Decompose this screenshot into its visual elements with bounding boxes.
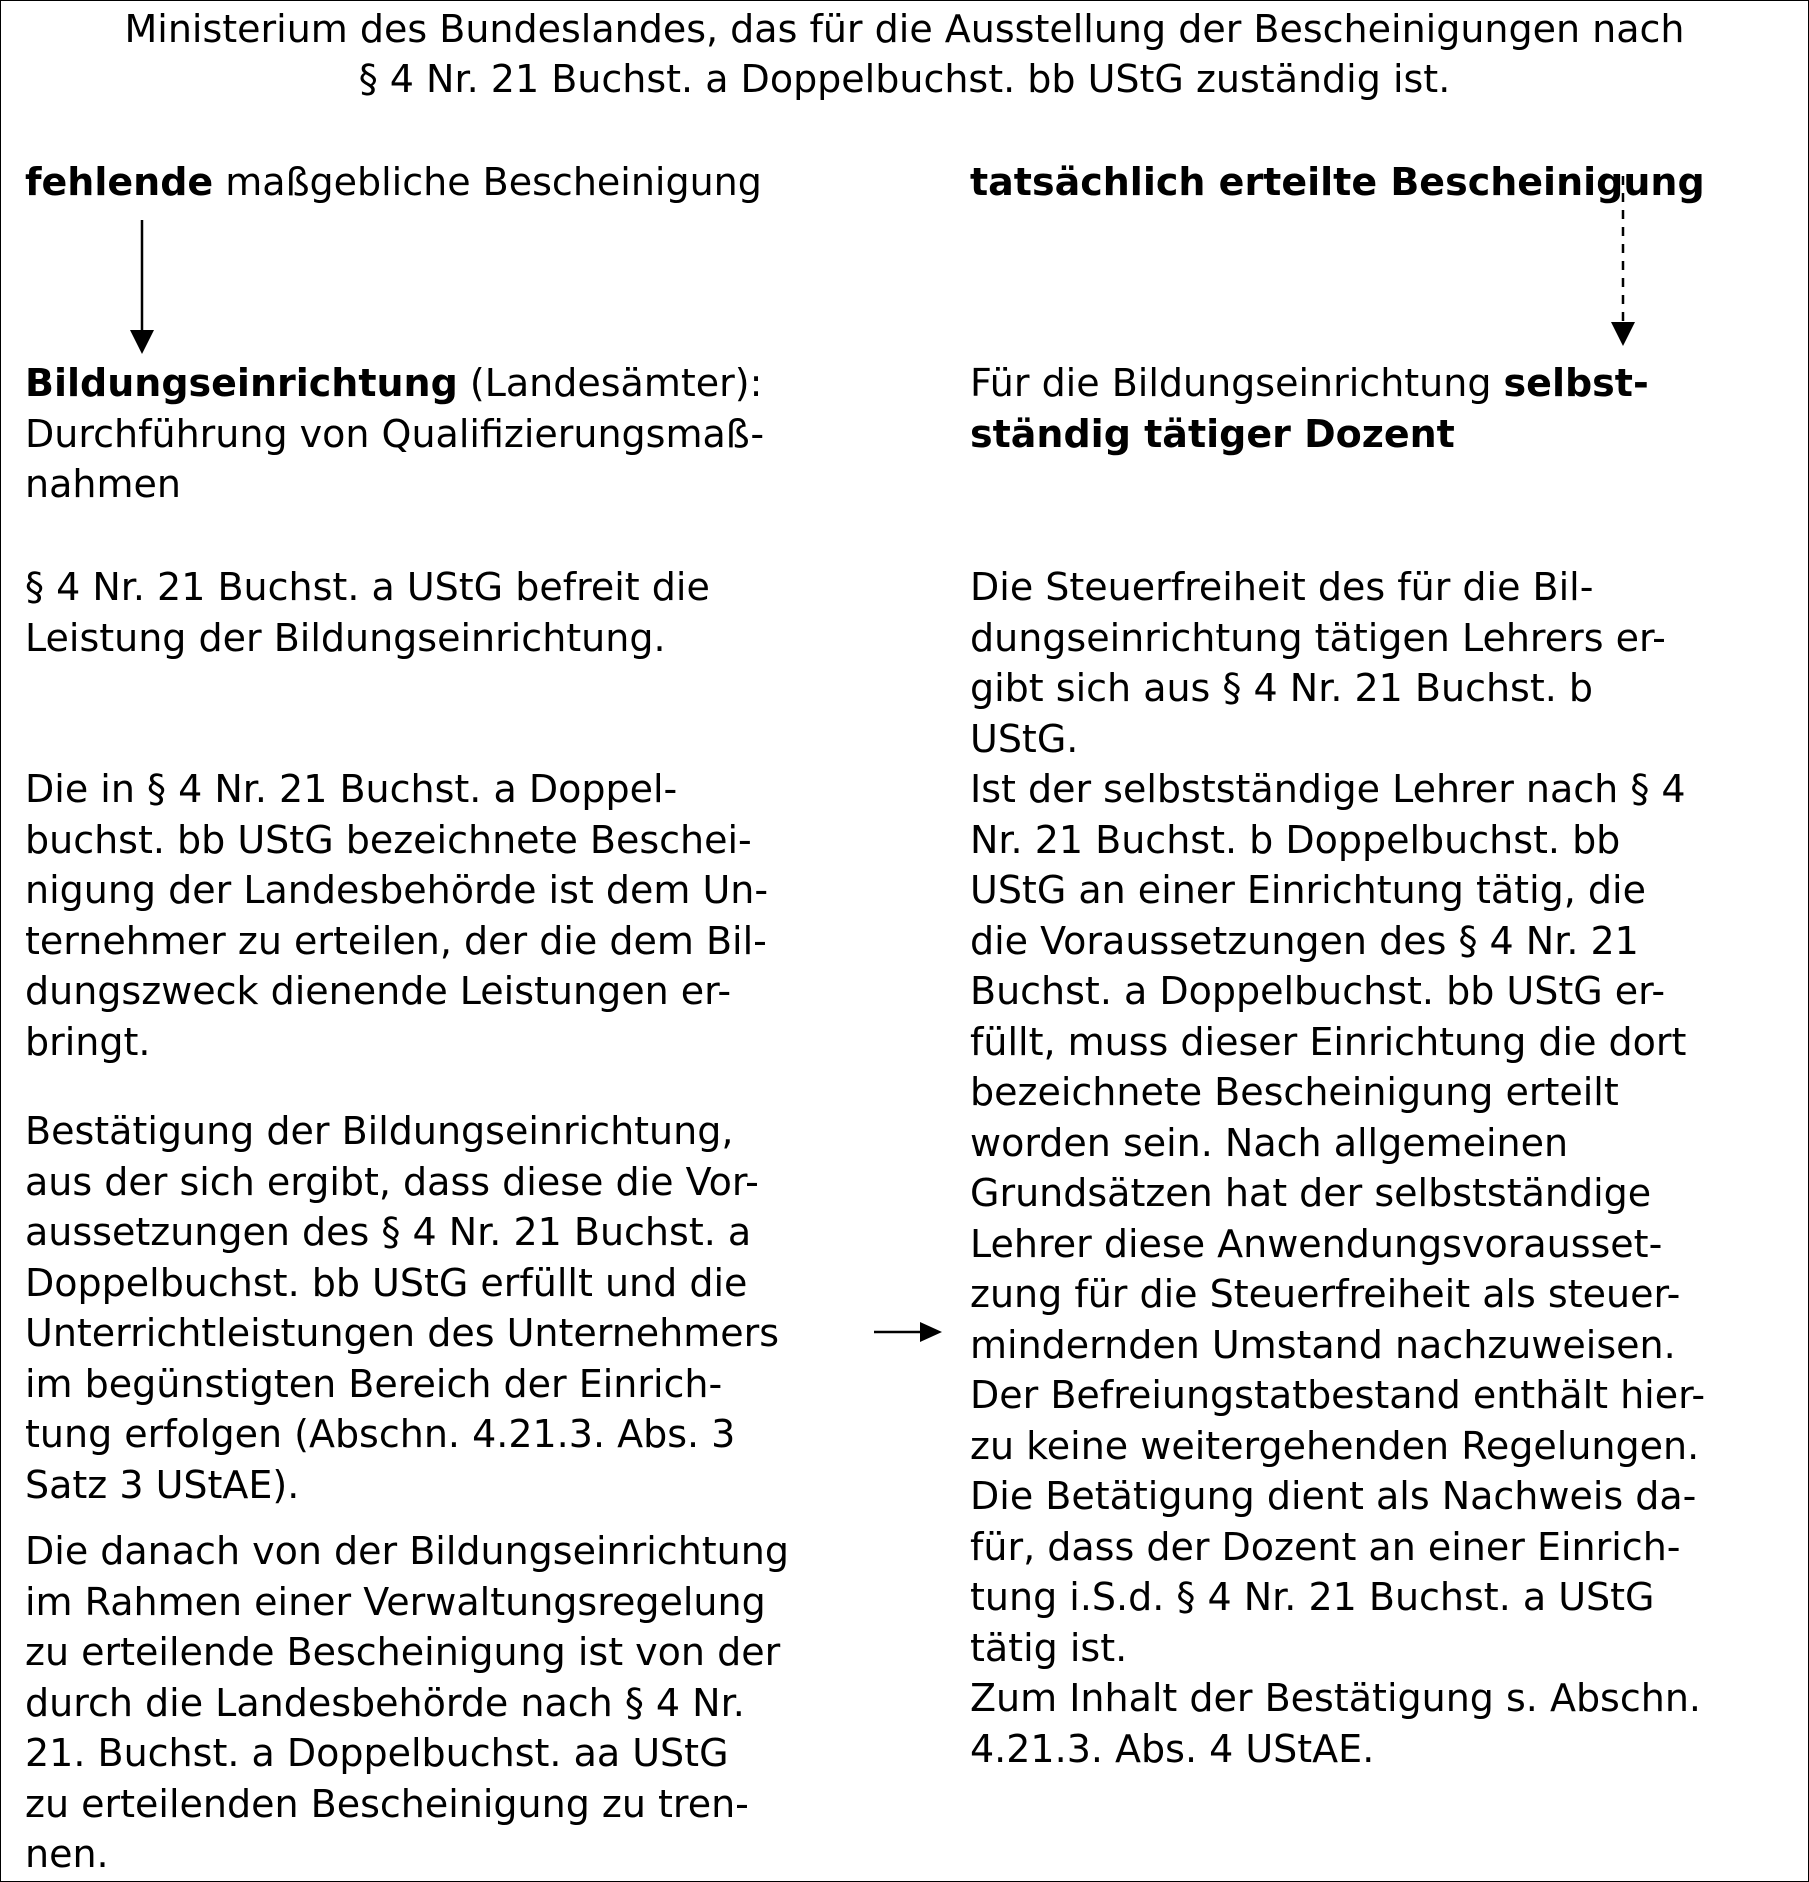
text-line: dungseinrichtung tätigen Lehrers er-	[970, 615, 1666, 660]
header-line: § 4 Nr. 21 Buchst. a Doppelbuchst. bb UStG zuständig ist.	[358, 57, 1451, 101]
text-line: Zum Inhalt der Bestätigung s. Abschn.	[970, 1676, 1701, 1720]
text-line: dungszweck dienende Leistungen er-	[25, 969, 732, 1013]
text-line: mindernden Umstand nachzuweisen.	[970, 1322, 1676, 1367]
lecturer-bold: ständig tätiger Dozent	[970, 411, 1455, 456]
text-line: Der Befreiungstatbestand enthält hier-	[970, 1373, 1706, 1417]
text-line: UStG.	[970, 716, 1079, 761]
right-heading-text: tatsächlich erteilte Bescheinigung	[970, 160, 1705, 204]
text-line: Die in § 4 Nr. 21 Buchst. a Doppel-	[25, 767, 678, 811]
text-line: 21. Buchst. a Doppelbuchst. aa UStG	[25, 1731, 729, 1775]
text-line: nen.	[25, 1832, 109, 1876]
text-line: Ist der selbstständige Lehrer nach § 4	[970, 767, 1686, 811]
left-heading-rest: maßgebliche Bescheinigung	[213, 160, 762, 204]
text-line: durch die Landesbehörde nach § 4 Nr.	[25, 1680, 745, 1725]
text-line: Die Betätigung dient als Nachweis da-	[970, 1474, 1697, 1518]
left-heading-bold: fehlende	[25, 160, 214, 204]
text-line: im begünstigten Bereich der Einrich-	[25, 1361, 723, 1406]
text-line: § 4 Nr. 21 Buchst. a UStG befreit die	[25, 565, 710, 609]
header-line: Ministerium des Bundeslandes, das für die Ausstellung der Bescheinigungen nach	[124, 7, 1685, 51]
text-line: aussetzungen des § 4 Nr. 21 Buchst. a	[25, 1210, 752, 1254]
text-line: für, dass der Dozent an einer Einrich-	[970, 1524, 1681, 1569]
text-line: Unterrichtleistungen des Unternehmers	[25, 1311, 780, 1355]
dashed-down-arrow	[1611, 176, 1635, 346]
text-line: Doppelbuchst. bb UStG erfüllt und die	[25, 1260, 748, 1305]
institution-line: nahmen	[25, 462, 181, 506]
institution-title: Bildungseinrichtung	[25, 361, 458, 405]
text-line: tung erfolgen (Abschn. 4.21.3. Abs. 3	[25, 1412, 736, 1456]
text-line: 4.21.3. Abs. 4 UStAE.	[970, 1726, 1375, 1771]
text-line: bezeichnete Bescheinigung erteilt	[970, 1070, 1619, 1114]
text-line: worden sein. Nach allgemeinen	[970, 1120, 1569, 1165]
text-line: aus der sich ergibt, dass diese die Vor-	[25, 1159, 759, 1204]
text-line: Die Steuerfreiheit des für die Bil-	[970, 565, 1594, 609]
text-line: Buchst. a Doppelbuchst. bb UStG er-	[970, 969, 1666, 1013]
right-arrow	[874, 1322, 942, 1342]
text-line: ternehmer zu erteilen, der die dem Bil-	[25, 918, 767, 963]
text-line: Grundsätzen hat der selbstständige	[970, 1171, 1652, 1215]
text-line: Satz 3 UStAE).	[25, 1462, 300, 1507]
text-line: nigung der Landesbehörde ist dem Un-	[25, 868, 769, 912]
text-line: im Rahmen einer Verwaltungsregelung	[25, 1579, 766, 1624]
lecturer-bold: selbst-	[1503, 361, 1649, 405]
text-line: tung i.S.d. § 4 Nr. 21 Buchst. a UStG	[970, 1575, 1655, 1619]
text-line: UStG an einer Einrichtung tätig, die	[970, 868, 1646, 912]
text-line: zu erteilenden Bescheinigung zu tren-	[25, 1781, 749, 1826]
text-line: bringt.	[25, 1019, 151, 1064]
institution-line: Durchführung von Qualifizierungsmaß-	[25, 411, 765, 456]
text-line: gibt sich aus § 4 Nr. 21 Buchst. b	[970, 666, 1594, 710]
text-line: Lehrer diese Anwendungsvorausset-	[970, 1221, 1663, 1266]
text-line: zu erteilende Bescheinigung ist von der	[25, 1630, 781, 1674]
text-line: Nr. 21 Buchst. b Doppelbuchst. bb	[970, 817, 1621, 862]
lecturer-prefix: Für die Bildungseinrichtung	[970, 361, 1504, 405]
text-line: füllt, muss dieser Einrichtung die dort	[970, 1019, 1687, 1064]
text-line: Bestätigung der Bildungseinrichtung,	[25, 1109, 734, 1153]
text-line: zung für die Steuerfreiheit als steuer-	[970, 1272, 1681, 1316]
institution-note: (Landesämter):	[457, 361, 763, 405]
text-line: zu keine weitergehenden Regelungen.	[970, 1423, 1700, 1468]
text-line: Die danach von der Bildungseinrichtung	[25, 1529, 789, 1573]
text-line: buchst. bb UStG bezeichnete Beschei-	[25, 817, 752, 862]
text-line: tätig ist.	[970, 1625, 1128, 1670]
text-line: Leistung der Bildungseinrichtung.	[25, 615, 666, 660]
text-line: die Voraussetzungen des § 4 Nr. 21	[970, 918, 1639, 963]
solid-down-arrow	[130, 220, 154, 354]
